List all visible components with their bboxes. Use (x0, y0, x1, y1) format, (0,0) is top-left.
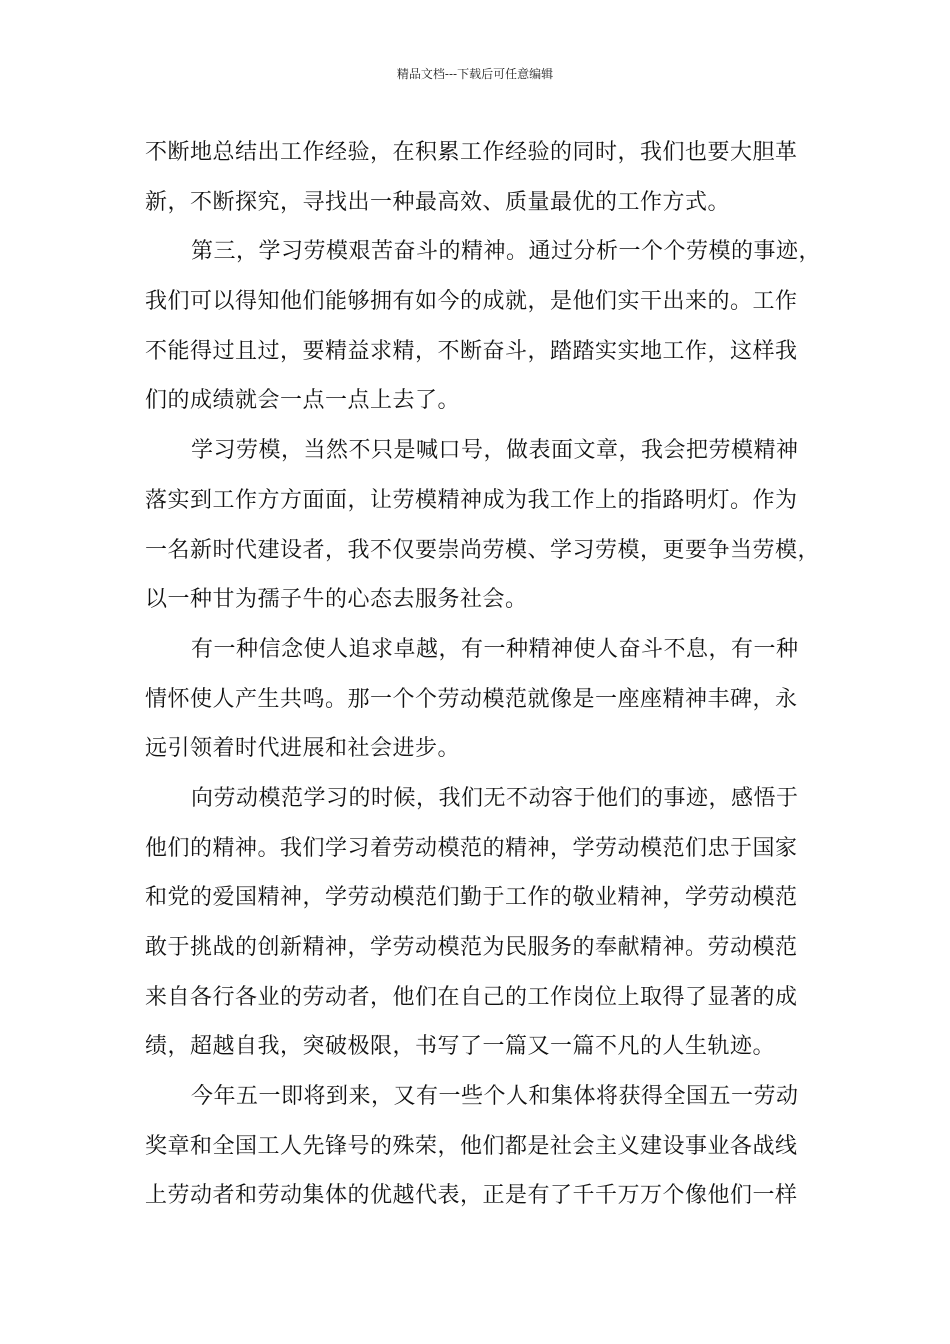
text-line: 情怀使人产生共鸣。那一个个劳动模范就像是一座座精神丰碑，永 (145, 686, 798, 712)
paragraph-start-line: 第三，学习劳模艰苦奋斗的精神。通过分析一个个劳模的事迹， (191, 239, 822, 265)
text-line: 上劳动者和劳动集体的优越代表，正是有了千千万万个像他们一样 (145, 1183, 798, 1209)
text-line: 以一种甘为孺子牛的心态去服务社会。 (145, 587, 528, 613)
document-body (145, 128, 822, 1221)
text-line: 我们可以得知他们能够拥有如今的成就，是他们实干出来的。工作 (145, 289, 798, 315)
paragraph-start-line: 向劳动模范学习的时候，我们无不动容于他们的事迹，感悟于 (191, 785, 799, 811)
paragraph-start-line: 今年五一即将到来，又有一些个人和集体将获得全国五一劳动 (191, 1084, 799, 1110)
text-line: 落实到工作方方面面，让劳模精神成为我工作上的指路明灯。作为 (145, 487, 798, 513)
text-line: 一名新时代建设者，我不仅要崇尚劳模、学习劳模，更要争当劳模， (145, 537, 821, 563)
text-line: 来自各行各业的劳动者，他们在自己的工作岗位上取得了显著的成 (145, 984, 798, 1010)
text-line: 们的成绩就会一点一点上去了。 (145, 388, 461, 414)
text-line: 和党的爱国精神，学劳动模范们勤于工作的敬业精神，学劳动模范 (145, 885, 798, 911)
text-line: 奖章和全国工人先锋号的殊荣，他们都是社会主义建设事业各战线 (145, 1133, 798, 1159)
text-line: 敢于挑战的创新精神，学劳动模范为民服务的奉献精神。劳动模范 (145, 935, 798, 960)
text-line: 绩，超越自我，突破极限，书写了一篇又一篇不凡的人生轨迹。 (145, 1034, 776, 1060)
text-line: 他们的精神。我们学习着劳动模范的精神，学劳动模范们忠于国家 (145, 835, 798, 861)
text-line: 新，不断探究，寻找出一种最高效、质量最优的工作方式。 (145, 189, 731, 215)
text-line: 不能得过且过，要精益求精，不断奋斗，踏踏实实地工作，这样我 (145, 338, 798, 364)
page-header: 精品文档---下载后可任意编辑 (396, 67, 554, 81)
text-line: 远引领着时代进展和社会进步。 (145, 736, 461, 762)
paragraph-start-line: 学习劳模，当然不只是喊口号，做表面文章，我会把劳模精神 (191, 438, 799, 464)
text-line: 不断地总结出工作经验，在积累工作经验的同时，我们也要大胆革 (145, 140, 798, 165)
paragraph-start-line: 有一种信念使人追求卓越，有一种精神使人奋斗不息，有一种 (191, 636, 799, 662)
